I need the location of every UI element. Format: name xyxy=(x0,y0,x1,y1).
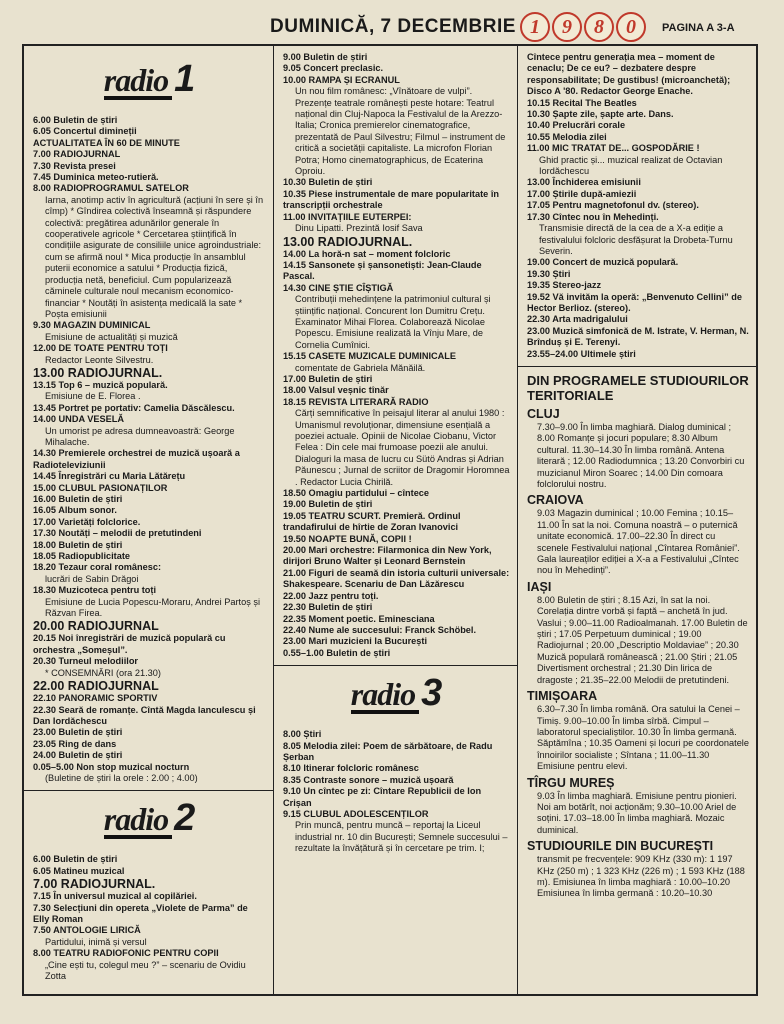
schedule-entry xyxy=(527,98,749,109)
entry-title: 13.00 RADIOJURNAL. xyxy=(283,234,413,249)
regional-stations xyxy=(527,407,749,900)
entry-title: 16.00 Buletin de știri xyxy=(33,494,123,504)
entry-title: 14.30 CINE ȘTIE CÎȘTIGĂ xyxy=(283,282,394,293)
entry-title: 22.30 Seară de romanțe. Cîntă Magda Ianculescu și Dan Iordăchescu xyxy=(33,704,256,726)
entry-title: 9.15 CLUBUL ADOLESCENȚILOR xyxy=(283,808,429,819)
schedule-entry xyxy=(33,471,266,482)
entry-title: 13.15 Top 6 – muzică populară. xyxy=(33,379,168,390)
schedule-entry xyxy=(527,349,749,360)
schedule-entry xyxy=(33,505,266,516)
schedule-entry xyxy=(527,177,749,188)
entry-title: 17.30 Cîntec nou în Mehedinți. xyxy=(527,211,659,222)
schedule-entry xyxy=(283,545,510,568)
year-digit: 8 xyxy=(584,12,614,42)
entry-title: 8.00 TEATRU RADIOFONIC PENTRU COPII xyxy=(33,948,219,959)
schedule-entry xyxy=(33,115,266,126)
entry-title: 14.00 La horă-n sat – moment folcloric xyxy=(283,248,451,259)
entry-title: 22.00 Jazz pentru toți. xyxy=(283,590,379,601)
entry-title: 22.10 PANORAMIC SPORTIV xyxy=(33,693,158,704)
schedule-entry xyxy=(33,619,266,633)
entry-title: 6.00 Buletin de știri xyxy=(33,115,118,125)
entry-title: 0.55–1.00 Buletin de știri xyxy=(283,647,391,658)
column-radio1-continued xyxy=(274,46,518,994)
entry-title: 6.05 Concertul dimineții xyxy=(33,126,137,137)
entry-title: 18.05 Radiopublicitate xyxy=(33,551,131,562)
schedule-entry xyxy=(527,314,749,325)
entry-title: 10.55 Melodia zilei xyxy=(527,131,607,142)
radio-logo-text: radio xyxy=(351,678,419,714)
schedule-entry xyxy=(283,729,510,740)
entry-title: 23.55–24.00 Ultimele știri xyxy=(527,348,636,359)
schedule-entry xyxy=(283,636,510,647)
entry-title: 18.00 Buletin de știri xyxy=(33,539,123,550)
year-digit: 1 xyxy=(520,12,550,42)
entry-title: Cîntece pentru generația mea – moment de cenaclu; De ce eu? – dezbatere despre responsabilitate; De gustibus! (microanchetă); Disco A '80. Redactor George Enache. xyxy=(527,52,731,97)
schedule-entry xyxy=(527,269,749,280)
entry-title: 9.05 Concert preclasic. xyxy=(283,63,384,74)
schedule-entry xyxy=(527,292,749,315)
entry-title: 8.00 RADIOPROGRAMUL SATELOR xyxy=(33,183,189,194)
schedule-entry xyxy=(283,260,510,283)
schedule-entry xyxy=(283,212,510,235)
entry-title: 18.15 REVISTA LITERARĂ RADIO xyxy=(283,396,429,407)
entry-title: 15.00 CLUBUL PASIONAȚILOR xyxy=(33,482,168,493)
schedule-entry xyxy=(283,786,510,809)
schedule-entry xyxy=(283,189,510,212)
entry-title: 20.00 RADIOJURNAL xyxy=(33,619,159,634)
entry-title: 11.00 INVITAȚIILE EUTERPEI: xyxy=(283,211,412,222)
entry-title: 7.50 ANTOLOGIE LIRICĂ xyxy=(33,925,141,936)
schedule-entry xyxy=(283,775,510,786)
entry-description: Emisiune de E. Florea . xyxy=(45,391,141,402)
entry-title: 9.10 Un cîntec pe zi: Cîntare Republicii de Ion Crișan xyxy=(283,786,482,808)
entry-title: 8.00 Știri xyxy=(283,729,322,740)
entry-title: 10.00 RAMPA ȘI ECRANUL xyxy=(283,74,400,85)
schedule-entry xyxy=(33,403,266,414)
entry-title: 0.05–5.00 Non stop muzical nocturn xyxy=(33,761,190,772)
page-header xyxy=(0,0,784,44)
schedule-entry xyxy=(527,257,749,268)
schedule-entry xyxy=(33,551,266,562)
entry-title: 19.05 TEATRU SCURT. Premieră. Ordinul trandafirului de hîrtie de Zoran Ivanovici xyxy=(283,510,461,533)
schedule-entry xyxy=(33,448,266,471)
schedule-entry xyxy=(283,63,510,74)
entry-title: 19.00 Buletin de știri xyxy=(283,499,373,510)
entry-title: 18.30 Muzicoteca pentru toți xyxy=(33,585,157,596)
entry-description: Dinu Lipatti. Prezintă Iosif Sava xyxy=(295,223,423,234)
entry-title: 7.45 Duminica meteo-rutieră. xyxy=(33,172,159,183)
entry-title: 17.05 Pentru magnetofonul dv. (stereo). xyxy=(527,200,699,211)
schedule-entry xyxy=(33,877,266,891)
entry-title: 18.50 Omagiu partidului – cîntece xyxy=(283,488,430,499)
schedule-entry xyxy=(283,249,510,260)
station-schedule: 9.03 În limba maghiară. Emisiune pentru pionieri. Noi am botărît, noi acționăm; 9.30–10.00 Ariel de soțini. 17.03–18.00 În limba maghiară. Mozaic duminical. xyxy=(537,790,737,835)
entry-description: Emisiune de Lucia Popescu-Moraru, Andrei Partoș și Răzvan Firea. xyxy=(45,596,260,619)
schedule-entry xyxy=(527,212,749,258)
schedule-entry xyxy=(283,283,510,351)
schedule-entry xyxy=(527,132,749,143)
entry-description: lucrări de Sabin Drăgoi xyxy=(45,573,139,584)
schedule-entry xyxy=(283,374,510,385)
schedule-entry xyxy=(283,177,510,188)
entry-title: 23.00 Muzică simfonică de M. Istrate, V. Herman, N. Brînduș și E. Terenyi. xyxy=(527,325,749,348)
schedule-entry xyxy=(33,679,266,693)
entry-title: 18.20 Tezaur coral românesc: xyxy=(33,562,162,573)
entry-title: 14.30 Premierele orchestrei de muzică ușoară a Radioteleviziunii xyxy=(33,448,240,470)
schedule-entry xyxy=(33,656,266,679)
entry-title: 15.15 CASETE MUZICALE DUMINICALE xyxy=(283,351,457,362)
entry-description: Redactor Leonte Silvestru. xyxy=(45,354,154,365)
schedule-entry xyxy=(33,854,266,865)
radio3-logo xyxy=(283,672,510,715)
schedule-entry xyxy=(283,499,510,510)
station-name: CLUJ xyxy=(527,406,560,421)
entry-title: 19.35 Stereo-jazz xyxy=(527,280,602,291)
entry-title: 10.15 Recital The Beatles xyxy=(527,97,637,108)
entry-title: 22.40 Nume ale succesului: Franck Schöbel. xyxy=(283,624,477,635)
entry-description: (Buletine de știri la orele : 2.00 ; 4.00) xyxy=(45,772,198,783)
entry-title: 7.15 În universul muzical al copilăriei. xyxy=(33,891,197,902)
entry-title: ACTUALITATEA ÎN 60 DE MINUTE xyxy=(33,137,180,148)
schedule-entry xyxy=(527,326,749,349)
schedule-entry xyxy=(33,693,266,704)
entry-title: 7.00 RADIOJURNAL. xyxy=(33,877,156,892)
schedule-entry xyxy=(283,568,510,591)
entry-description: Un umorist pe adresa dumneavoastră: George Mihalache. xyxy=(45,425,235,447)
schedule-entry xyxy=(283,235,510,249)
schedule-entry xyxy=(33,380,266,403)
entry-description: Contribuții mehedințene la patrimoniul cultural și științific național. Concurent Ion Dumitru Crețu. Examinator Mihai Florea. Colaborează Nicolae Popescu. Emisiune realizată la Vînju Mare, de Cornelia Cumînici. xyxy=(295,294,491,350)
schedule-entry xyxy=(283,648,510,659)
entry-title: 21.00 Figuri de seamă din istoria culturii universale: Shakespeare. Scenariu de Dan Lăzărescu xyxy=(283,567,510,590)
regional-title: DIN PROGRAMELE STUDIOURILOR TERITORIALE xyxy=(527,372,749,403)
schedule-entry xyxy=(527,280,749,291)
entry-description: Un nou film românesc: „Vînătoare de vulpi”. Prezențe teatrale românești peste hotare: Teatrul național din Cluj-Napoca la Festivalul de la Arezzo-Italia; Cronica premierelor cinematografice, prezentată de Paul Silvestru; Filmul – instrument de critică a societății capitaliste. La microfon Florian Potra; Homo cinematographicus, de Ecaterina Oproiu. xyxy=(295,86,506,177)
entry-title: 13.00 Închiderea emisiunii xyxy=(527,177,641,188)
schedule-entry xyxy=(283,52,510,63)
schedule-entry xyxy=(33,320,266,343)
schedule-entry xyxy=(283,741,510,764)
entry-title: 19.00 Concert de muzică populară. xyxy=(527,257,679,268)
entry-title: 6.05 Matineu muzical xyxy=(33,865,125,876)
year-digit: 0 xyxy=(616,12,646,42)
radio-logo-number: 3 xyxy=(421,672,443,715)
schedule-entry xyxy=(527,143,749,177)
schedule-entry xyxy=(33,866,266,877)
schedule-entry xyxy=(527,120,749,131)
schedule-entry xyxy=(283,385,510,396)
radio1-schedule-continued xyxy=(283,52,510,659)
entry-title: 20.30 Turneul melodiilor xyxy=(33,656,139,667)
entry-title: 19.52 Vă invităm la operă: „Benvenuto Cellini” de Hector Berlioz. (stereo). xyxy=(527,291,742,313)
divider xyxy=(24,790,273,791)
entry-title: 8.10 Itinerar folcloric românesc xyxy=(283,763,419,774)
entry-title: 20.15 Noi înregistrări de muzică populară cu orchestra „Someșul”. xyxy=(33,633,226,655)
entry-title: 17.00 Știrile după-amiezii xyxy=(527,188,637,199)
schedule-entry xyxy=(33,183,266,320)
entry-title: 19.30 Știri xyxy=(527,268,571,279)
entry-title: 13.00 RADIOJURNAL. xyxy=(33,365,163,380)
entry-title: 19.50 NOAPTE BUNĂ, COPII ! xyxy=(283,533,412,544)
divider xyxy=(518,366,756,367)
entry-description: Transmisie directă de la cea de a X-a ediție a festivalului folcloric desfășurat la Drobeta-Turnu Severin. xyxy=(539,223,733,256)
schedule-entry xyxy=(33,161,266,172)
schedule-entry xyxy=(33,750,266,761)
schedule-entry xyxy=(33,126,266,137)
schedule-entry xyxy=(33,762,266,785)
schedule-entry xyxy=(33,705,266,728)
entry-title: 6.00 Buletin de știri xyxy=(33,854,118,865)
schedule-entry xyxy=(283,488,510,499)
year-badge xyxy=(520,12,646,42)
entry-title: 16.05 Album sonor. xyxy=(33,505,117,516)
schedule-frame xyxy=(22,44,758,996)
divider xyxy=(274,665,517,666)
entry-title: 14.15 Sansonete și șansonetiști: Jean-Claude Pascal. xyxy=(283,259,482,282)
station-schedule: transmit pe frecvențele: 909 KHz (330 m): 1 197 KHz (250 m) ; 1 323 KHz (226 m) ; 1 593 KHz (188 m). Emisiunea în limba maghiară : 10.00–10.20 Emisiunea în limba germană : 10.20–10.30 xyxy=(537,854,745,899)
entry-title: 7.30 Revista presei xyxy=(33,160,116,171)
schedule-entry xyxy=(283,809,510,855)
station-name: STUDIOURILE DIN BUCUREȘTI xyxy=(527,839,714,854)
schedule-entry xyxy=(33,483,266,494)
entry-title: 22.30 Arta madrigalului xyxy=(527,314,628,325)
schedule-entry xyxy=(33,138,266,149)
entry-description: * CONSEMNĂRI (ora 21.30) xyxy=(45,667,161,678)
schedule-entry xyxy=(283,397,510,488)
entry-title: 9.00 Buletin de știri xyxy=(283,52,368,62)
station-name: IAȘI xyxy=(527,579,552,594)
entry-description: Prin muncă, pentru muncă – reportaj la Liceul industrial nr. 10 din București; Semnele succesului – rezultate la învățătură și în cercetare pe trim. I; xyxy=(295,820,508,854)
schedule-entry xyxy=(33,727,266,738)
schedule-entry xyxy=(33,517,266,528)
entry-description: Cărți semnificative în peisajul literar al anului 1980 : Umanismul revoluționar, dimensiune esențială a poeziei actuale. Opinii de Nicolae Ciobanu, Victor Felea : Din cele mai frumoase poezii ale anului. Dialoguri la masa de lucru cu Sütö Andras și Adrian Păunescu ; Jurnal de scriitor de Dragomir Horomnea . Redactor Lucia Chirilă. xyxy=(295,408,510,487)
schedule-entry xyxy=(33,528,266,539)
entry-title: 17.30 Noutăți – melodii de pretutindeni xyxy=(33,528,202,539)
schedule-entry xyxy=(33,494,266,505)
station-name: TIMIȘOARA xyxy=(527,689,598,704)
schedule-entry xyxy=(33,149,266,160)
schedule-entry xyxy=(33,891,266,902)
entry-description: Partidului, inimă și versul xyxy=(45,936,147,947)
schedule-entry xyxy=(283,591,510,602)
entry-title: 18.00 Valsul veșnic tînăr xyxy=(283,385,389,396)
entry-title: 17.00 Varietăți folclorice. xyxy=(33,516,141,527)
entry-title: 7.00 RADIOJURNAL xyxy=(33,149,121,160)
schedule-entry xyxy=(283,534,510,545)
schedule-entry xyxy=(283,614,510,625)
entry-title: 11.00 MIC TRATAT DE... GOSPODĂRIE ! xyxy=(527,143,700,154)
radio-logo-text: radio xyxy=(104,64,172,100)
entry-title: 13.45 Portret pe portativ: Camelia Dăscălescu. xyxy=(33,402,235,413)
entry-title: 10.30 Șapte zile, șapte arte. Dans. xyxy=(527,109,674,120)
schedule-entry xyxy=(283,625,510,636)
entry-title: 7.30 Selecțiuni din opereta „Violete de Parma” de Elly Roman xyxy=(33,902,248,924)
entry-title: 23.00 Buletin de știri xyxy=(33,727,123,738)
entry-description: Iarna, anotimp activ în agricultură (acțiuni în sere și în cîmp) * Gîndirea colectivă înseamnă și răspundere colectivă: pregătirea adunărilor generale în cooperativele agricole * Cercetarea științifică în condițiile asigurate de consiliile unice agroindustriale: cum se afirmă noul * Mica producție în ansamblul puterii economice a satului * Producția fizică, producția netă, beneficiul. Cum popularizează căminele culturale noul mecanism economico-financiar * Noutăți în asistența medicală la sate * Poșta emisiunii xyxy=(45,194,264,319)
station-schedule: 8.00 Buletin de știri ; 8.15 Azi, în sat la noi. Corelația dintre vorbă și faptă – anchetă în jud. Vaslui ; 9.00–11.00 Radioalmanah. 17.00 Buletin de știri ; 17.05 Perpetuum duminical ; 19.00 Radiojurnal ; 20.00 „Descriptio Moldaviae” ; 20.30 Muzică populară românească ; 21.00 Știri ; 21.05 Divertisment orchestral ; 21.30 Din lirica de dragoste ; 21.35–22.00 Melodii de pretutindeni. xyxy=(537,594,748,685)
date-heading: DUMINICĂ, 7 DECEMBRIE xyxy=(270,16,516,37)
radio-logo-text: radio xyxy=(104,803,172,839)
station-schedule: 7.30–9.00 În limba maghiară. Dialog duminical ; 8.00 Romanțe și jocuri populare; 8.30 Album cultural. 11.30–14.30 În limba română. Antena literară ; 12.00 Radiodumnica ; 13.20 Convorbiri cu muzicianul Miron Soarec ; 14.00 Din comoara folclorului nostru. xyxy=(537,421,745,489)
schedule-entry xyxy=(527,189,749,200)
entry-title: 22.00 RADIOJURNAL xyxy=(33,679,159,694)
schedule-entry xyxy=(283,511,510,534)
entry-title: 10.40 Prelucrări corale xyxy=(527,120,626,131)
station-schedule: 6.30–7.30 În limba română. Ora satului la Cenei – Timiș. 9.00–10.00 În limba sîrbă. Cimpul – laboratorul specialiștilor. 10.30 În limba germană. Săptămîna ; 10.35 Oameni și locuri pe coordonatele înnoirilor socialiste ; Sîntana ; 11.00–11.30 Emisiune pentru elevi. xyxy=(537,704,749,772)
schedule-entry xyxy=(33,739,266,750)
entry-title: 9.30 MAGAZIN DUMINICAL xyxy=(33,320,151,331)
radio2-logo xyxy=(33,797,266,840)
schedule-entry xyxy=(33,562,266,585)
entry-description: Emisiune de actualități și muzică xyxy=(45,331,178,342)
radio3-schedule xyxy=(283,729,510,854)
schedule-entry xyxy=(33,633,266,656)
entry-description: comentate de Gabriela Mănăilă. xyxy=(295,362,426,373)
entry-title: 20.00 Mari orchestre: Filarmonica din New York, dirijori Bruno Walter și Leonard Bernstein xyxy=(283,545,492,567)
year-digit: 9 xyxy=(552,12,582,42)
radio-logo-number: 1 xyxy=(174,58,196,100)
station-name: TÎRGU MUREȘ xyxy=(527,775,615,790)
schedule-entry xyxy=(33,343,266,366)
page-number: PAGINA A 3-A xyxy=(662,22,735,34)
column-radio3-and-regional xyxy=(518,46,756,994)
entry-title: 23.00 Mari muzicieni la București xyxy=(283,636,427,647)
schedule-entry xyxy=(33,948,266,982)
schedule-entry xyxy=(283,602,510,613)
entry-title: 14.00 UNDA VESELĂ xyxy=(33,414,125,425)
entry-description: „Cine ești tu, colegul meu ?” – scenariu de Ovidiu Zotta xyxy=(45,959,246,981)
schedule-entry xyxy=(527,52,749,98)
entry-title: 10.35 Piese instrumentale de mare popularitate în transcripții orchestrale xyxy=(283,188,499,211)
radio2-schedule xyxy=(33,854,266,982)
entry-description: Ghid practic și... muzical realizat de Octavian Iordăchescu xyxy=(539,154,723,177)
radio3-schedule-continued xyxy=(527,52,749,360)
entry-title: 12.00 DE TOATE PENTRU TOȚI xyxy=(33,343,168,354)
schedule-entry xyxy=(283,763,510,774)
entry-title: 8.05 Melodia zilei: Poem de sărbătoare, de Radu Șerban xyxy=(283,740,493,762)
station-schedule: 9.03 Magazin duminical ; 10.00 Femina ; 10.15–11.00 În sat la noi. Comuna noastră – o puternică unitate economică. 17.00–22.30 În direct cu scenele Festivalului național „Cîntarea României”. Gala laureaților ediției a X-a a Festivalului „Cîntec nou în Mehedinți”. xyxy=(537,508,740,576)
entry-title: 24.00 Buletin de știri xyxy=(33,750,123,761)
schedule-entry xyxy=(33,414,266,448)
entry-title: 23.05 Ring de dans xyxy=(33,738,117,749)
radio1-schedule xyxy=(33,115,266,784)
schedule-entry xyxy=(33,585,266,619)
schedule-entry xyxy=(283,351,510,374)
entry-title: 8.35 Contraste sonore – muzică ușoară xyxy=(283,774,454,785)
entry-title: 22.30 Buletin de știri xyxy=(283,602,373,613)
radio1-logo xyxy=(33,58,266,101)
radio-logo-number: 2 xyxy=(174,797,196,840)
entry-title: 22.35 Moment poetic. Eminesciana xyxy=(283,613,435,624)
schedule-entry xyxy=(33,925,266,948)
schedule-entry xyxy=(33,903,266,926)
entry-title: 14.45 Înregistrări cu Maria Lătărețu xyxy=(33,471,186,482)
entry-title: 10.30 Buletin de știri xyxy=(283,177,373,188)
station-name: CRAIOVA xyxy=(527,493,584,508)
schedule-entry xyxy=(33,366,266,380)
schedule-entry xyxy=(283,75,510,178)
schedule-entry xyxy=(527,109,749,120)
column-radio1 xyxy=(24,46,274,994)
entry-title: 17.00 Buletin de știri xyxy=(283,373,373,384)
schedule-entry xyxy=(33,172,266,183)
schedule-entry xyxy=(33,540,266,551)
schedule-entry xyxy=(527,200,749,211)
